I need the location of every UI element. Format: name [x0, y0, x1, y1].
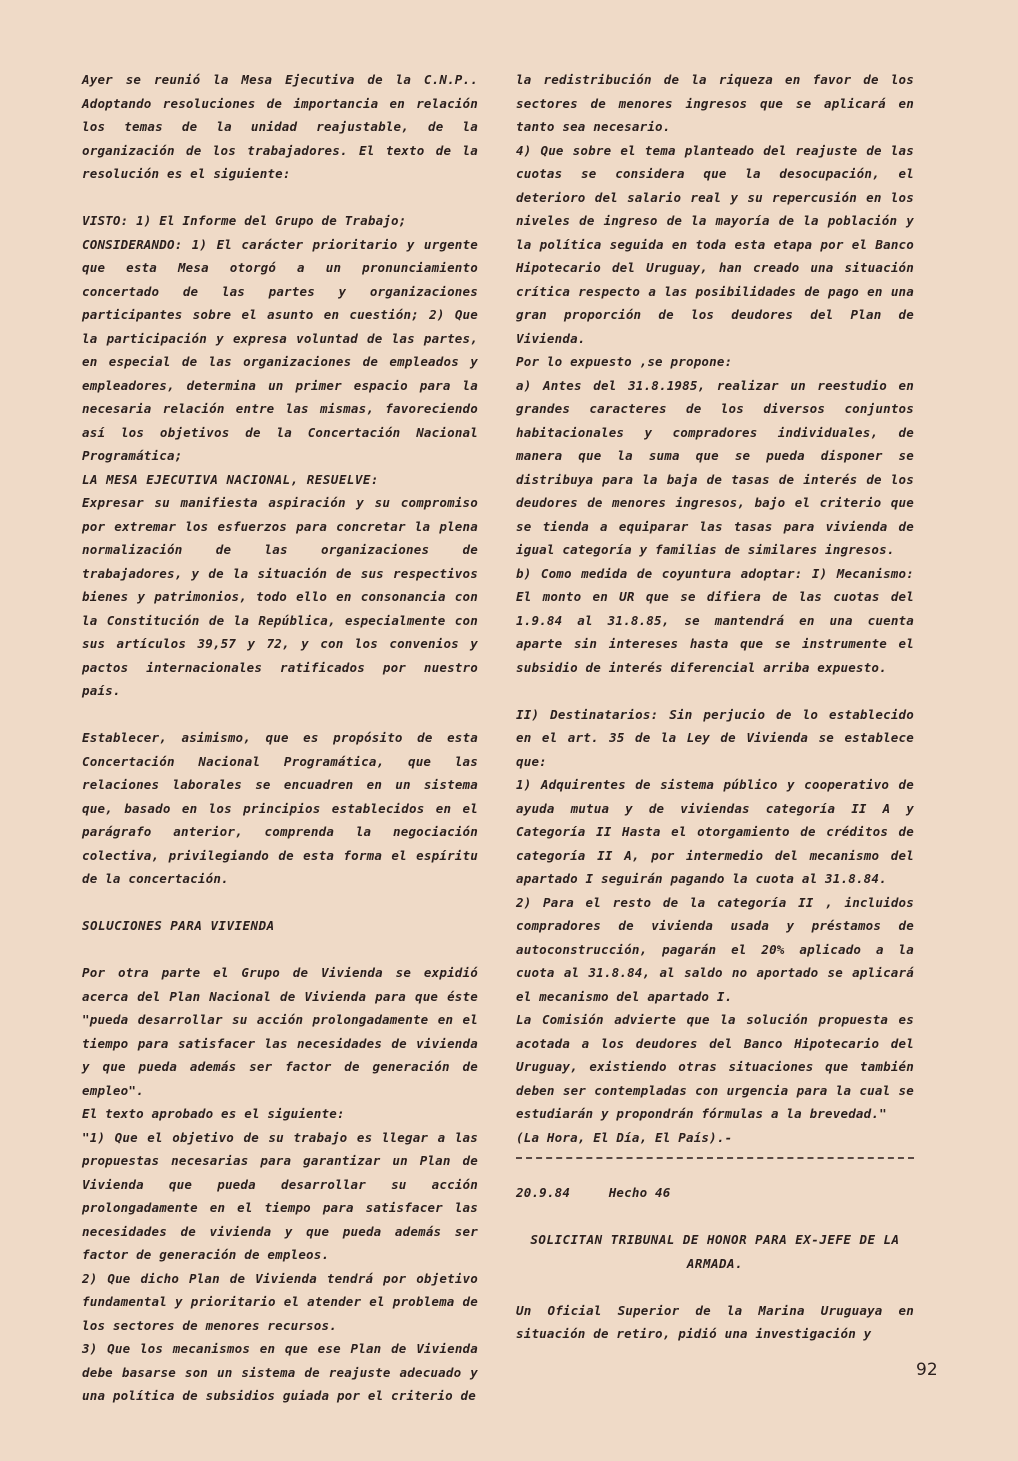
right-column [516, 68, 914, 1346]
section-heading-vivienda: SOLUCIONES PARA VIVIENDA [82, 918, 275, 933]
comision-paragraph: La Comisión advierte que la solución propuesta es acotada a los deudores del Banco Hipotecario del Uruguay, existiendo otras situaciones que también deben ser contempladas con urgencia para la cual se estudiarán y propondrán fórmulas a la brevedad." [516, 1012, 914, 1121]
news-title: SOLICITAN TRIBUNAL DE HONOR PARA EX-JEFE DE LA ARMADA. [530, 1232, 900, 1271]
texto-aprobado-line: El texto aprobado es el siguiente: [82, 1106, 345, 1121]
vivienda-intro-paragraph: Por otra parte el Grupo de Vivienda se expidió acerca del Plan Nacional de Vivienda para que éste "pueda desarrollar su acción prolongadamente en el tiempo para satisfacer las necesidades de vivienda y que pueda además ser factor de generación de empleo". [82, 965, 478, 1098]
item-a-paragraph: a) Antes del 31.8.1985, realizar un reestudio en grandes caracteres de los diversos conjuntos habitacionales y compradores individuales, de manera que la suma que se pueda disponer se distribuya para la baja de tasas de interés de los deudores de menores ingresos, bajo el criterio que se tienda a equiparar las tasas para vivienda de igual categoría y familias de similares ingresos. [516, 377, 914, 557]
propone-line: Por lo expuesto ,se propone: [516, 354, 733, 369]
news-paragraph: Un Oficial Superior de la Marina Uruguaya en situación de retiro, pidió una investigación y [516, 1302, 914, 1341]
continuation-paragraph: la redistribución de la riqueza en favor de los sectores de menores ingresos que se aplicará en tanto sea necesario. [516, 72, 914, 134]
punto-4-paragraph: 4) Que sobre el tema planteado del reajuste de las cuotas se considera que la desocupación, el deterioro del salario real y su repercusión en los niveles de ingreso de la mayoría de la población y la política seguida en toda esta etapa por el Banco Hipotecario del Uruguay, han creado una situación crítica respecto a las posibilidades de pago en una gran proporción de los deudores del Plan de Vivienda. [516, 142, 914, 346]
left-column [82, 68, 478, 1408]
punto-2-paragraph: 2) Que dicho Plan de Vivienda tendrá por objetivo fundamental y prioritario el atender el problema de los sectores de menores recursos. [82, 1270, 478, 1333]
destinatarios-item-1: 1) Adquirentes de sistema público y cooperativo de ayuda mutua y de viviendas categoría II A y Categoría II Hasta el otorgamiento de créditos de categoría II A, por intermedio del mecanismo del apartado I seguirán pagando la cuota al 31.8.84. [516, 777, 914, 886]
resuelve-heading: LA MESA EJECUTIVA NACIONAL, RESUELVE: [82, 471, 379, 487]
punto-3-paragraph: 3) Que los mecanismos en que ese Plan de Vivienda debe basarse son un sistema de reajuste adecuado y una política de subsidios guiada por el criterio de [82, 1341, 478, 1403]
punto-1-paragraph: "1) Que el objetivo de su trabajo es llegar a las propuestas necesarias para garantizar un Plan de Vivienda que pueda desarrollar su acción prolongadamente en el tiempo para satisfacer las necesidades de vivienda y que pueda además ser factor de generación de empleos. [82, 1129, 478, 1262]
visto-line: VISTO: 1) El Informe del Grupo de Trabajo; [82, 213, 407, 228]
page-number: 92 [916, 1360, 938, 1380]
destinatarios-paragraph: II) Destinatarios: Sin perjucio de lo establecido en el art. 35 de la Ley de Vivienda se establece que: [516, 706, 914, 769]
item-b-paragraph: b) Como medida de coyuntura adoptar: I) Mecanismo: El monto en UR que se difiera de las cuotas del 1.9.84 al 31.8.85, se mantendrá en una cuenta aparte sin intereses hasta que se instrumente el subsidio de interés diferencial arriba expuesto. [516, 565, 914, 675]
dashed-divider [516, 1157, 914, 1159]
sources-line: (La Hora, El Día, El País).- [516, 1129, 733, 1145]
destinatarios-item-2: 2) Para el resto de la categoría II , incluidos compradores de vivienda usada y préstamos de autoconstrucción, pagarán el 20% aplicado a la cuota al 31.8.84, al saldo no aportado se aplicará el mecanismo del apartado I. [516, 894, 914, 1004]
intro-paragraph: Ayer se reunió la Mesa Ejecutiva de la C.N.P.. Adoptando resoluciones de importancia en relación los temas de la unidad reajustable, de la organización de los trabajadores. El texto de la resolución es el siguiente: [82, 72, 478, 181]
establecer-paragraph: Establecer, asimismo, que es propósito de esta Concertación Nacional Programática, que las relaciones laborales se encuadren en un sistema que, basado en los principios establecidos en el parágrafo anterior, comprenda la negociación colectiva, privilegiando de esta forma el espíritu de la concertación. [82, 730, 478, 886]
considerando-paragraph: CONSIDERANDO: 1) El carácter prioritario y urgente que esta Mesa otorgó a un pronunciamiento concertado de las partes y organizaciones participantes sobre el asunto en cuestión; 2) Que la participación y expresa voluntad de las partes, en especial de las organizaciones de empleados y empleadores, determina un primer espacio para la necesaria relación entre las mismas, favoreciendo así los objetivos de la Concertación Nacional Programática; [82, 236, 478, 463]
dateline: 20.9.84 Hecho 46 [516, 1185, 671, 1200]
resuelve-paragraph: Expresar su manifiesta aspiración y su compromiso por extremar los esfuerzos para concretar la plena normalización de las organizaciones de trabajadores, y de la situación de sus respectivos bienes y patrimonios, todo ello en consonancia con la Constitución de la República, especialmente con sus artículos 39,57 y 72, y con los convenios y pactos internacionales ratificados por nuestro país. [82, 495, 478, 698]
